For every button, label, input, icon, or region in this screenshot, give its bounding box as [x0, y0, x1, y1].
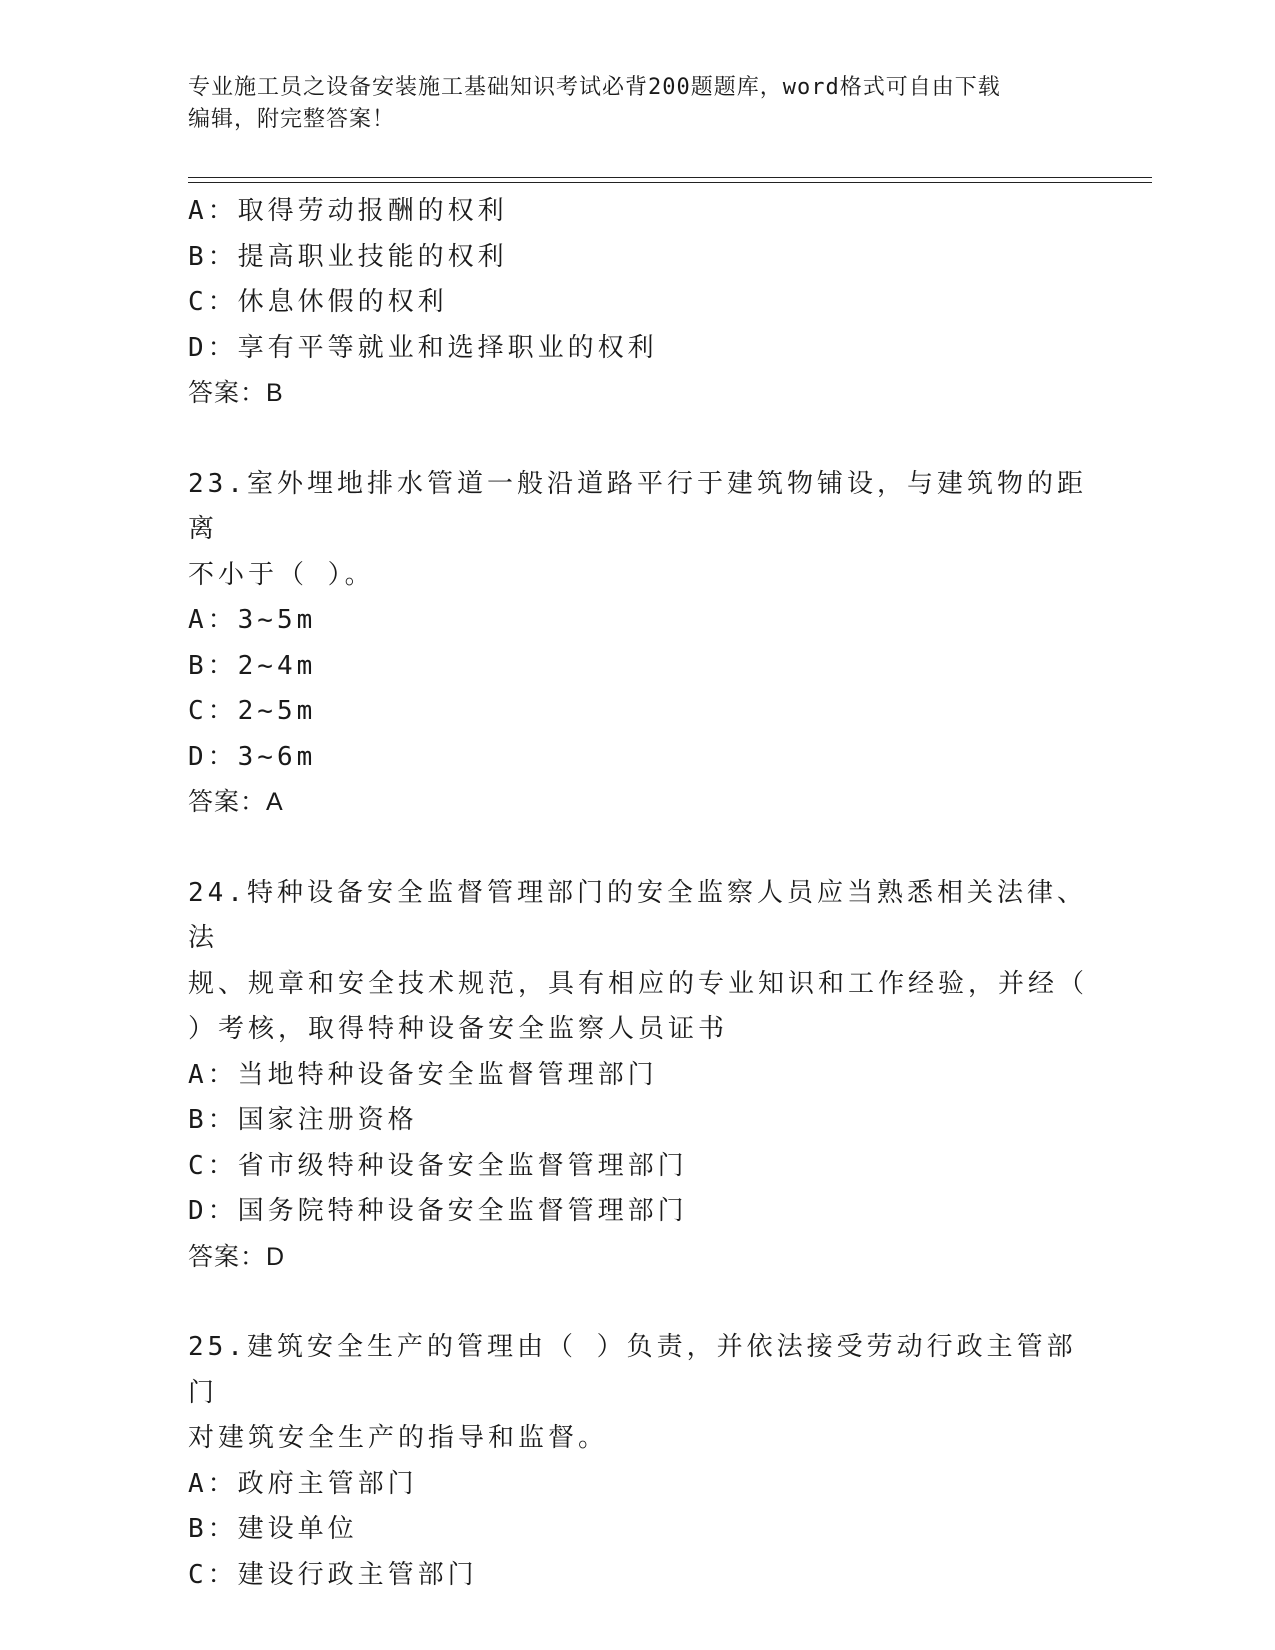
document-header	[188, 72, 1088, 136]
option-a: A：取得劳动报酬的权利	[188, 196, 508, 226]
option-b: B：提高职业技能的权利	[188, 241, 508, 272]
option-c: C：建设行政主管部门	[188, 1559, 478, 1590]
option-b: B：国家注册资格	[188, 1105, 418, 1135]
option-d: D：国务院特种设备安全监督管理部门	[188, 1196, 688, 1226]
header-divider-bottom	[188, 182, 1152, 183]
question-text-line: 23.室外埋地排水管道一般沿道路平行于建筑物铺设，与建筑物的距离	[188, 468, 1087, 544]
option-d: D：3~6m	[188, 741, 317, 772]
header-line-2: 编辑，附完整答案！	[188, 107, 396, 132]
answer-line: 答案：D	[188, 1242, 286, 1271]
option-a: A：3~5m	[188, 605, 317, 635]
question-text-line: ）考核，取得特种设备安全监察人员证书	[188, 1014, 729, 1044]
question-text-line: 规、规章和安全技术规范，具有相应的专业知识和工作经验，并经（	[188, 968, 1089, 999]
option-c: C：省市级特种设备安全监督管理部门	[188, 1150, 688, 1181]
answer-line: 答案：A	[188, 788, 284, 816]
question-block-25	[188, 1325, 1088, 1598]
option-c: C：2~5m	[188, 696, 317, 726]
question-list	[188, 189, 1088, 1598]
question-text-line: 24.特种设备安全监督管理部门的安全监察人员应当熟悉相关法律、法	[188, 877, 1087, 953]
spacer	[188, 826, 1088, 871]
option-d: D：享有平等就业和选择职业的权利	[188, 332, 658, 363]
option-b: B：建设单位	[188, 1514, 358, 1544]
question-text-line: 不小于（ ）。	[188, 559, 375, 590]
spacer	[188, 1280, 1088, 1325]
header-line-1: 专业施工员之设备安装施工基础知识考试必背200题题库，word格式可自由下载	[188, 75, 1001, 100]
question-text-line: 25.建筑安全生产的管理由（ ）负责，并依法接受劳动行政主管部门	[188, 1332, 1077, 1408]
option-a: A：政府主管部门	[188, 1468, 418, 1499]
option-b: B：2~4m	[188, 650, 317, 681]
question-block-22	[188, 189, 1088, 417]
spacer	[188, 417, 1088, 462]
question-block-23	[188, 462, 1088, 826]
question-text-line: 对建筑安全生产的指导和监督。	[188, 1423, 609, 1453]
option-a: A：当地特种设备安全监督管理部门	[188, 1059, 658, 1090]
option-c: C：休息休假的权利	[188, 287, 448, 317]
answer-line: 答案：B	[188, 379, 284, 407]
question-block-24	[188, 871, 1088, 1281]
header-divider-top	[188, 177, 1152, 178]
